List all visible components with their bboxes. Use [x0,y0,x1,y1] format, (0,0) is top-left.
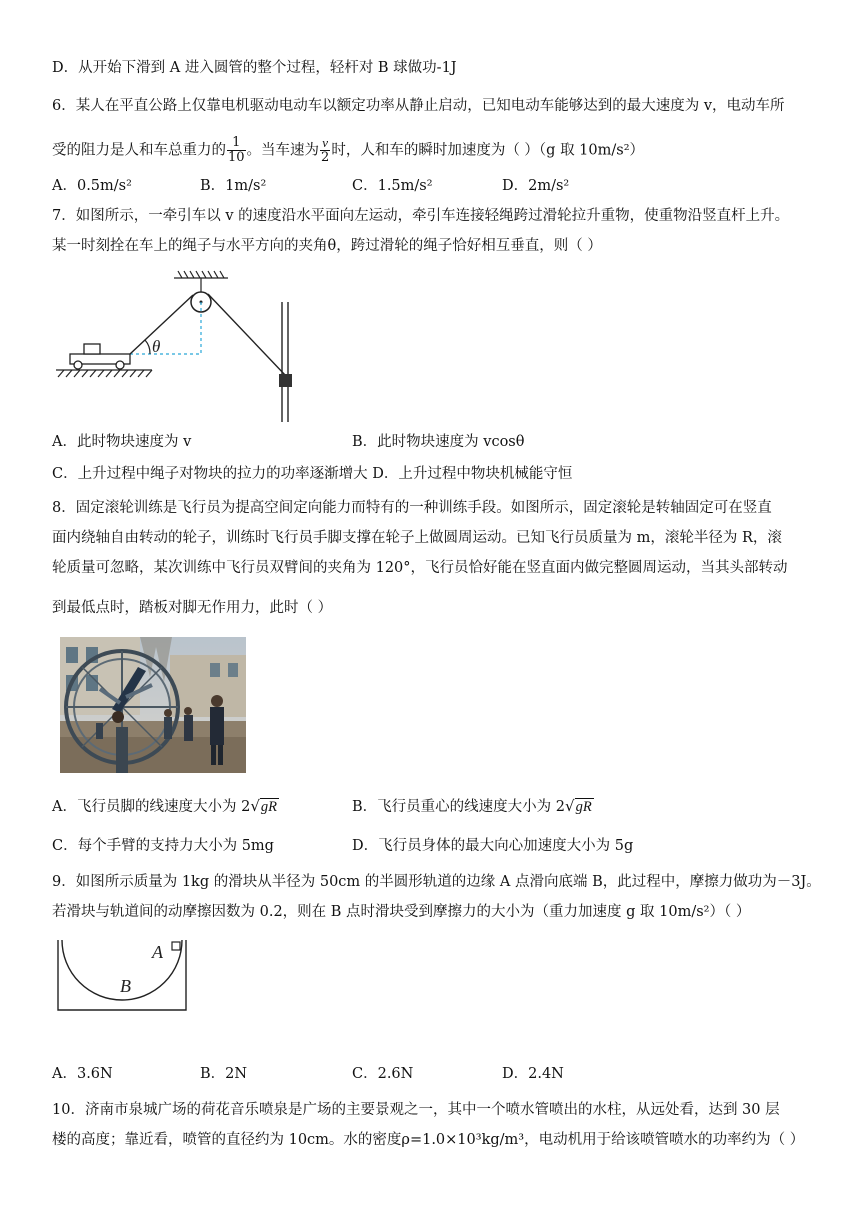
q9-stem-line-2: 若滑块与轨道间的动摩擦因数为 0.2，则在 B 点时滑块受到摩擦力的大小为（重力加速度 g 取 10m/s²）（ ） [52,904,751,920]
angle-theta-label: θ [152,337,161,356]
ground-hatch [56,370,152,377]
q10-stem-line-1: 10．济南市泉城广场的荷花音乐喷泉是广场的主要景观之一，其中一个喷水管喷出的水柱，从远处看，达到 30 层 [52,1102,780,1118]
q7-option-a: A．此时物块速度为 v [52,434,192,450]
ceiling-hatch [174,271,228,292]
q5-option-d: D．从开始下滑到 A 进入圆管的整个过程，轻杆对 B 球做功-1J [52,60,457,76]
fraction-v-half: $\frac{v}{2}$ [321,135,330,165]
rope-to-car [130,295,193,354]
point-b-label: B [120,976,131,996]
q8-option-c: C．每个手臂的支持力大小为 5mg [52,838,274,854]
q6-stem-line-1: 6．某人在平直公路上仅靠电机驱动电动车以额定功率从静止启动，已知电动车能够达到的最大速度为 v，电动车所 [52,98,785,114]
q9-option-c: C．2.6N [352,1066,414,1082]
q8-stem-line-1: 8．固定滚轮训练是飞行员为提高空间定向能力而特有的一种训练手段。如图所示，固定滚轮是转轴固定可在竖直 [52,500,772,516]
block [279,374,292,387]
slider-block [172,942,180,950]
q9-option-d: D．2.4N [502,1066,564,1082]
rope-to-block [208,294,286,376]
q10-stem-line-2: 楼的高度；靠近看，喷管的直径约为 10cm。水的密度ρ=1.0×10³kg/m³，电动机用于给该喷管喷水的功率约为（ ） [52,1132,805,1148]
q7-pulley-figure [48,262,308,424]
q8-stem-line-3: 轮质量可忽略，某次训练中飞行员双臂间的夹角为 120°，飞行员恰好能在竖直面内做完整圆周运动，当其头部转动 [52,560,788,576]
q9-stem-line-1: 9．如图所示质量为 1kg 的滑块从半径为 50cm 的半圆形轨道的边缘 A 点滑向底端 B，此过程中，摩擦力做功为－3J。 [52,874,821,890]
roller-training-photo [60,637,246,773]
q8-stem-line-4: 到最低点时，踏板对脚无作用力，此时（ ） [52,600,333,616]
q6-option-a: A．0.5m/s² [52,178,132,194]
q9-option-b: B．2N [200,1066,248,1082]
q8-stem-line-2: 面内绕轴自由转动的轮子，训练时飞行员手脚支撑在轮子上做圆周运动。已知飞行员质量为 m，滚轮半径为 R，滚 [52,530,782,546]
q6-stem-line-2: 受的阻力是人和车总重力的 $\frac{1}{10}$ 。当车速为 $\frac{v}{2}$ 时，人和车的瞬时加速度为（ ）（g 取 10m/s²） [52,135,645,165]
q6-option-c: C．1.5m/s² [352,178,433,194]
q9-option-a: A．3.6N [52,1066,113,1082]
q7-stem-line-2: 某一时刻拴在车上的绳子与水平方向的夹角θ，跨过滑轮的绳子恰好相互垂直，则（ ） [52,238,602,254]
q7-option-b: B．此时物块速度为 vcosθ [352,434,525,450]
point-a-label: A [152,942,163,962]
q6-option-b: B．1m/s² [200,178,267,194]
q8-option-b: B．飞行员重心的线速度大小为 2√gR [352,797,592,815]
q7-stem-line-1: 7．如图所示，一牵引车以 v 的速度沿水平面向左运动，牵引车连接轻绳跨过滑轮拉升重物，使重物沿竖直杆上升。 [52,208,790,224]
q6-option-d: D．2m/s² [502,178,570,194]
q7-option-c-d: C．上升过程中绳子对物块的拉力的功率逐渐增大 D．上升过程中物块机械能守恒 [52,466,573,482]
q8-option-a: A．飞行员脚的线速度大小为 2√gR [52,797,277,815]
q8-option-d: D．飞行员身体的最大向心加速度大小为 5g [352,838,634,854]
fraction-one-tenth: $\frac{1}{10}$ [228,135,245,165]
tow-truck [70,344,130,369]
q9-semicircle-figure [50,936,200,1016]
